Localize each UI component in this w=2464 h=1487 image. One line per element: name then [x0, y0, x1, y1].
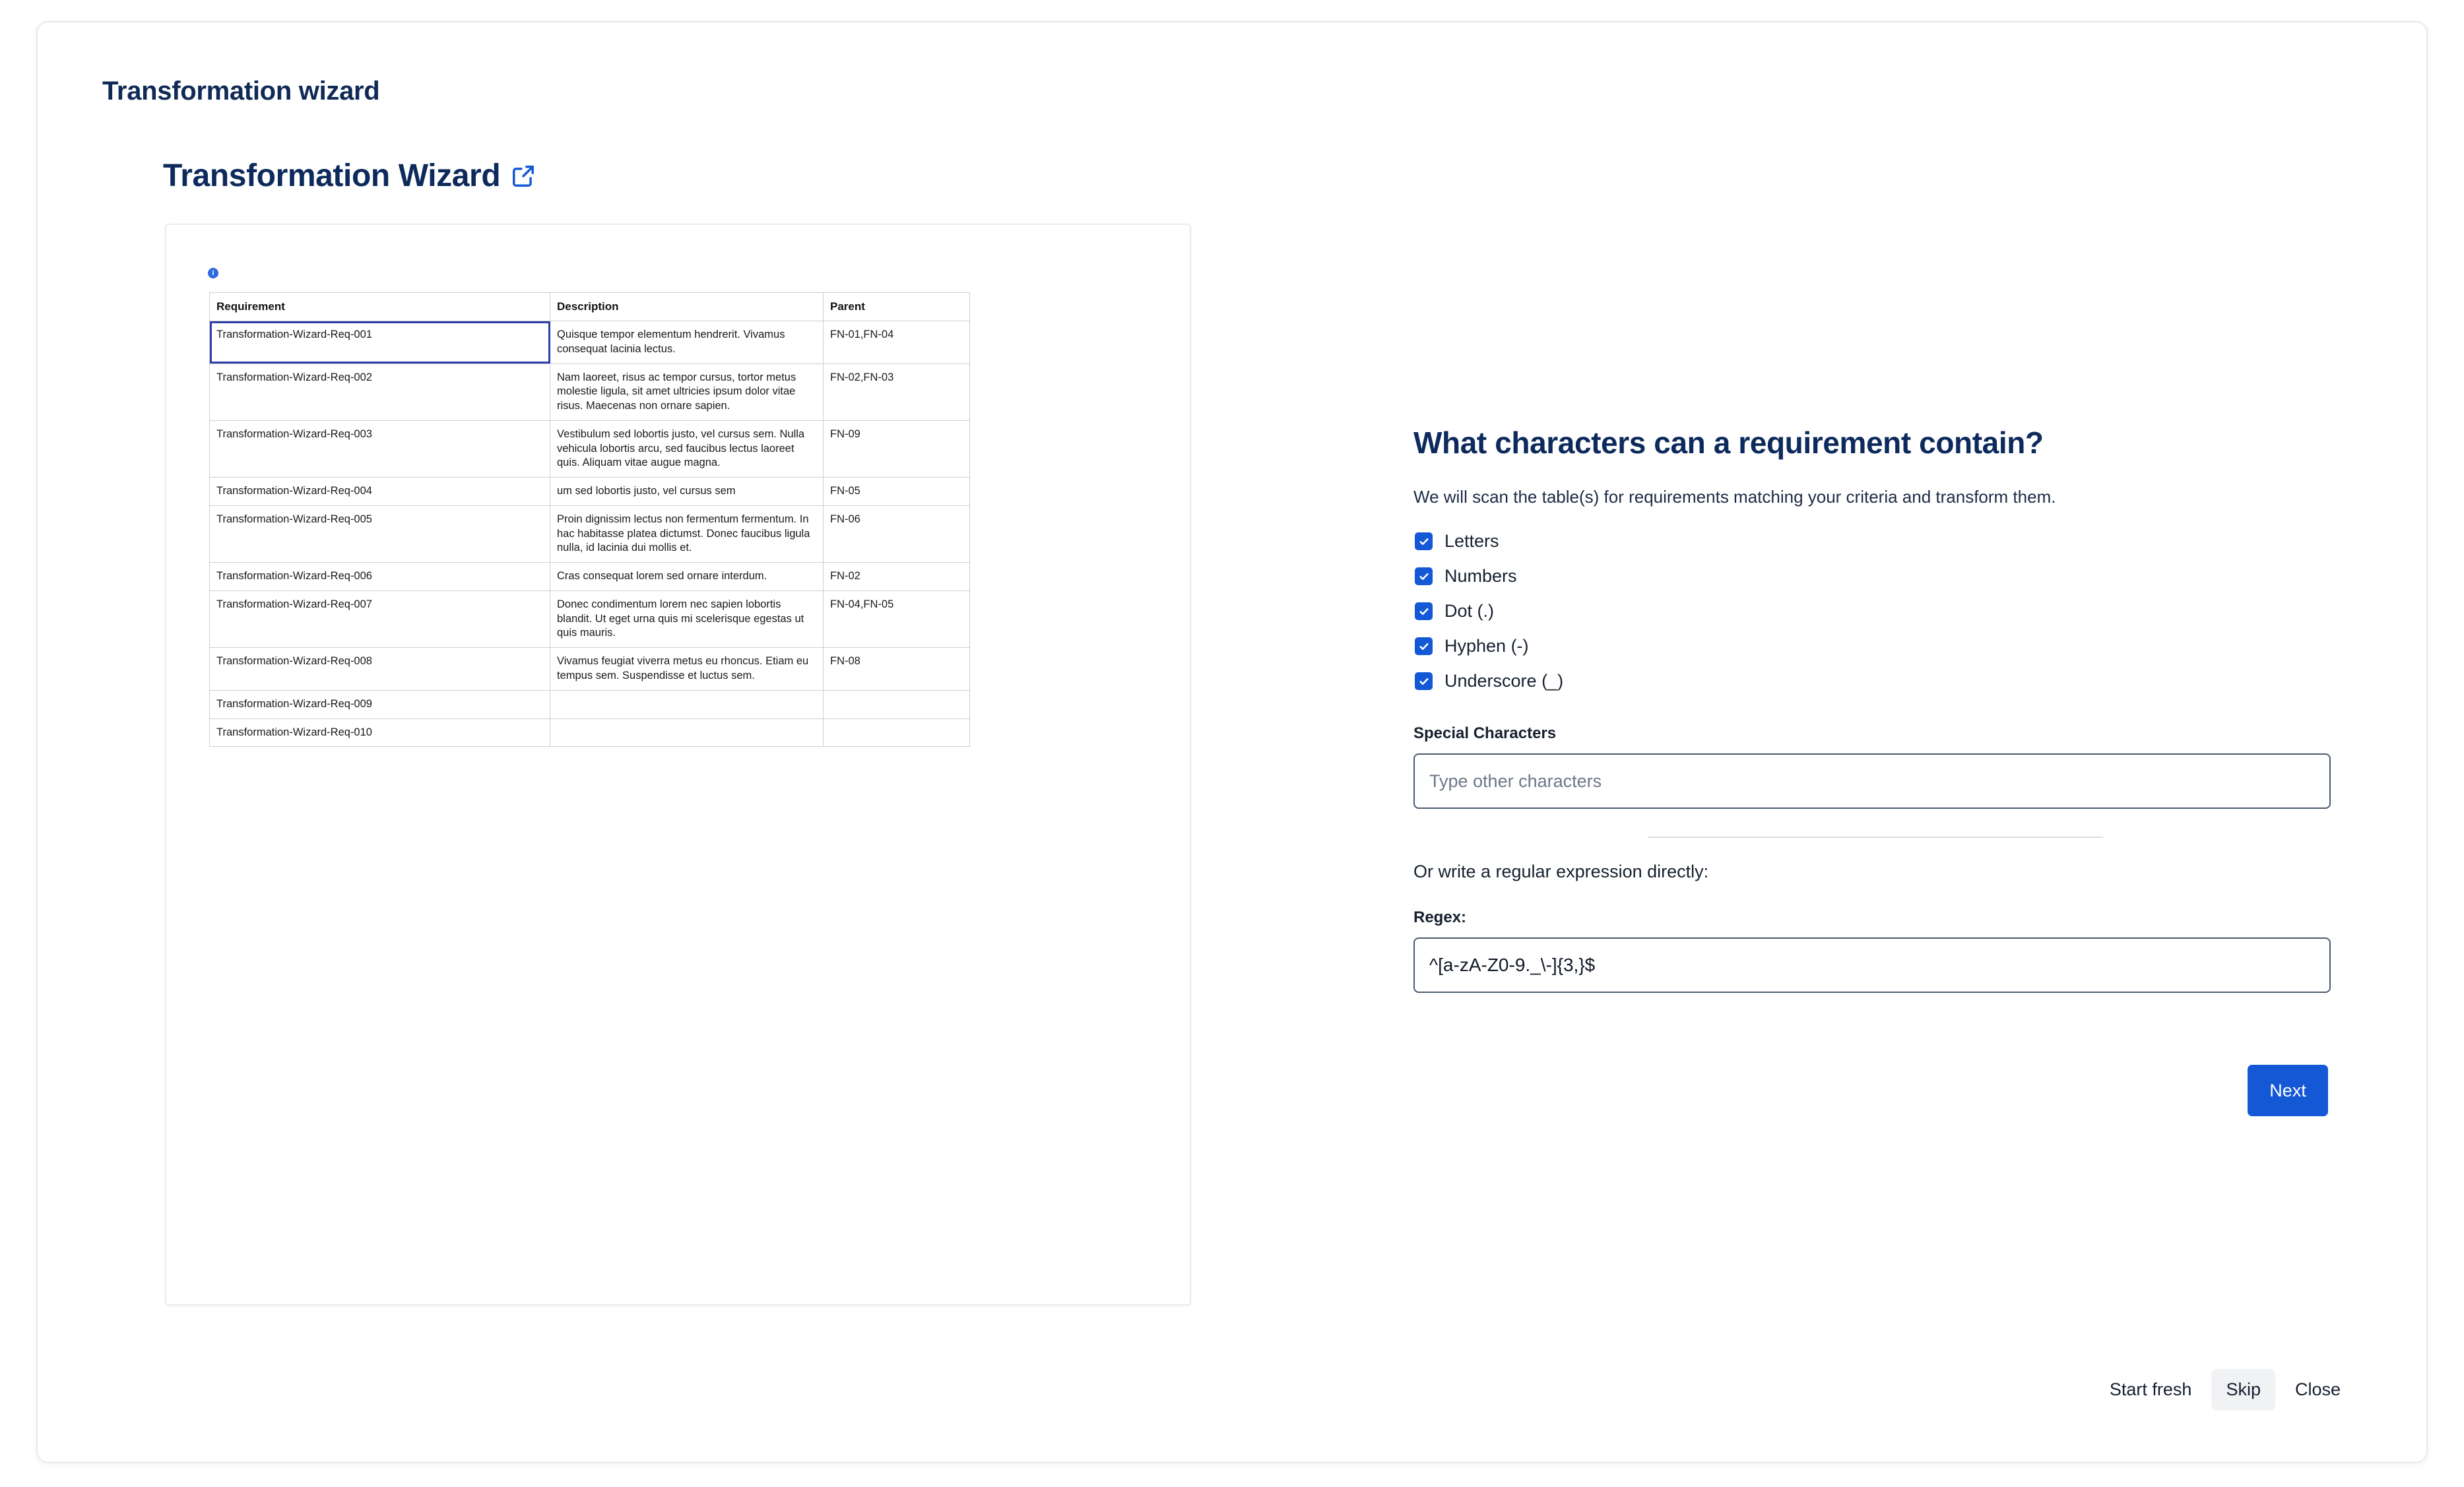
- skip-button[interactable]: Skip: [2211, 1369, 2275, 1410]
- checkbox-checked-icon[interactable]: [1415, 637, 1433, 655]
- cell-description[interactable]: Donec condimentum lorem nec sapien lobortis blandit. Ut eget urna quis mi scelerisque egestas ut quis mauris.: [550, 590, 824, 647]
- table-row[interactable]: [210, 648, 970, 691]
- table-row[interactable]: [210, 590, 970, 647]
- cell-description[interactable]: Cras consequat lorem sed ornare interdum.: [550, 563, 824, 591]
- cell-parent[interactable]: FN-08: [824, 648, 970, 691]
- cell-description[interactable]: Vivamus feugiat viverra metus eu rhoncus. Etiam eu tempus sem. Suspendisse et luctus sem.: [550, 648, 824, 691]
- checkbox-label: Hyphen (-): [1444, 636, 1529, 656]
- cell-description[interactable]: Vestibulum sed lobortis justo, vel cursus sem. Nulla vehicula lobortis arcu, sed faucibus lectus laoreet quis. Aliquam vitae augue magna.: [550, 420, 824, 477]
- regex-input[interactable]: [1413, 937, 2331, 993]
- table-preview-panel: [165, 224, 1191, 1306]
- checkbox-checked-icon[interactable]: [1415, 567, 1433, 585]
- table-header-row: [210, 293, 970, 321]
- checkbox-row[interactable]: [1415, 671, 2337, 691]
- transformation-wizard-dialog: [36, 21, 2428, 1463]
- cell-description[interactable]: um sed lobortis justo, vel cursus sem: [550, 478, 824, 506]
- checkbox-label: Letters: [1444, 531, 1499, 551]
- cell-parent[interactable]: FN-02: [824, 563, 970, 591]
- table-row[interactable]: [210, 478, 970, 506]
- next-button[interactable]: Next: [2248, 1065, 2328, 1116]
- cell-parent[interactable]: FN-01,FN-04: [824, 321, 970, 364]
- dialog-footer: [2095, 1369, 2355, 1410]
- divider: [1648, 837, 2103, 838]
- cell-requirement[interactable]: Transformation-Wizard-Req-005: [210, 505, 550, 562]
- table-row[interactable]: [210, 505, 970, 562]
- cell-parent[interactable]: FN-06: [824, 505, 970, 562]
- regex-label: Regex:: [1413, 908, 1467, 926]
- cell-requirement[interactable]: Transformation-Wizard-Req-010: [210, 718, 550, 747]
- close-button[interactable]: Close: [2281, 1369, 2355, 1410]
- start-fresh-button[interactable]: Start fresh: [2095, 1369, 2207, 1410]
- question-subtitle: We will scan the table(s) for requirements matching your criteria and transform them.: [1413, 487, 2056, 507]
- cell-description[interactable]: Nam laoreet, risus ac tempor cursus, tortor metus molestie ligula, sit amet ultricies ipsum dolor vitae risus. Maecenas non ornare sapien.: [550, 364, 824, 420]
- page-title-label: Transformation Wizard: [163, 158, 501, 193]
- cell-requirement[interactable]: Transformation-Wizard-Req-001: [210, 321, 550, 364]
- table-row[interactable]: [210, 718, 970, 747]
- regex-intro-text: Or write a regular expression directly:: [1413, 862, 1709, 881]
- checkbox-row[interactable]: [1415, 601, 2337, 621]
- table-row[interactable]: [210, 364, 970, 420]
- checkbox-checked-icon[interactable]: [1415, 532, 1433, 550]
- cell-requirement[interactable]: Transformation-Wizard-Req-003: [210, 420, 550, 477]
- checkbox-label: Underscore (_): [1444, 671, 1564, 691]
- table-row[interactable]: [210, 563, 970, 591]
- checkbox-checked-icon[interactable]: [1415, 602, 1433, 620]
- dialog-title: Transformation wizard: [102, 77, 380, 106]
- cell-parent[interactable]: FN-05: [824, 478, 970, 506]
- info-icon[interactable]: i: [208, 268, 218, 278]
- criteria-form: [1413, 425, 2337, 993]
- checkbox-checked-icon[interactable]: [1415, 672, 1433, 690]
- checkbox-row[interactable]: [1415, 566, 2337, 586]
- cell-description[interactable]: [550, 718, 824, 747]
- cell-requirement[interactable]: Transformation-Wizard-Req-008: [210, 648, 550, 691]
- special-characters-label: Special Characters: [1413, 724, 1557, 742]
- page-title: [163, 158, 536, 194]
- column-header-parent: Parent: [824, 293, 970, 321]
- cell-requirement[interactable]: Transformation-Wizard-Req-002: [210, 364, 550, 420]
- cell-requirement[interactable]: Transformation-Wizard-Req-006: [210, 563, 550, 591]
- column-header-requirement: Requirement: [210, 293, 550, 321]
- cell-requirement[interactable]: Transformation-Wizard-Req-007: [210, 590, 550, 647]
- checkbox-row[interactable]: [1415, 531, 2337, 552]
- table-row[interactable]: [210, 690, 970, 718]
- checkbox-label: Dot (.): [1444, 601, 1495, 621]
- checkbox-label: Numbers: [1444, 566, 1517, 586]
- cell-parent[interactable]: FN-04,FN-05: [824, 590, 970, 647]
- column-header-description: Description: [550, 293, 824, 321]
- cell-parent[interactable]: [824, 718, 970, 747]
- cell-description[interactable]: Proin dignissim lectus non fermentum fermentum. In hac habitasse platea dictumst. Donec faucibus ligula nulla, id lacinia dui mollis et.: [550, 505, 824, 562]
- cell-description[interactable]: [550, 690, 824, 718]
- table-row[interactable]: [210, 420, 970, 477]
- requirements-table: [209, 292, 970, 747]
- external-link-icon[interactable]: [511, 164, 536, 189]
- character-class-checkbox-list: [1413, 531, 2337, 691]
- special-characters-input[interactable]: [1413, 753, 2331, 809]
- cell-requirement[interactable]: Transformation-Wizard-Req-009: [210, 690, 550, 718]
- cell-parent[interactable]: [824, 690, 970, 718]
- cell-description[interactable]: Quisque tempor elementum hendrerit. Vivamus consequat lacinia lectus.: [550, 321, 824, 364]
- checkbox-row[interactable]: [1415, 636, 2337, 656]
- cell-parent[interactable]: FN-02,FN-03: [824, 364, 970, 420]
- cell-parent[interactable]: FN-09: [824, 420, 970, 477]
- question-title: What characters can a requirement contain?: [1413, 426, 2044, 460]
- cell-requirement[interactable]: Transformation-Wizard-Req-004: [210, 478, 550, 506]
- table-row[interactable]: [210, 321, 970, 364]
